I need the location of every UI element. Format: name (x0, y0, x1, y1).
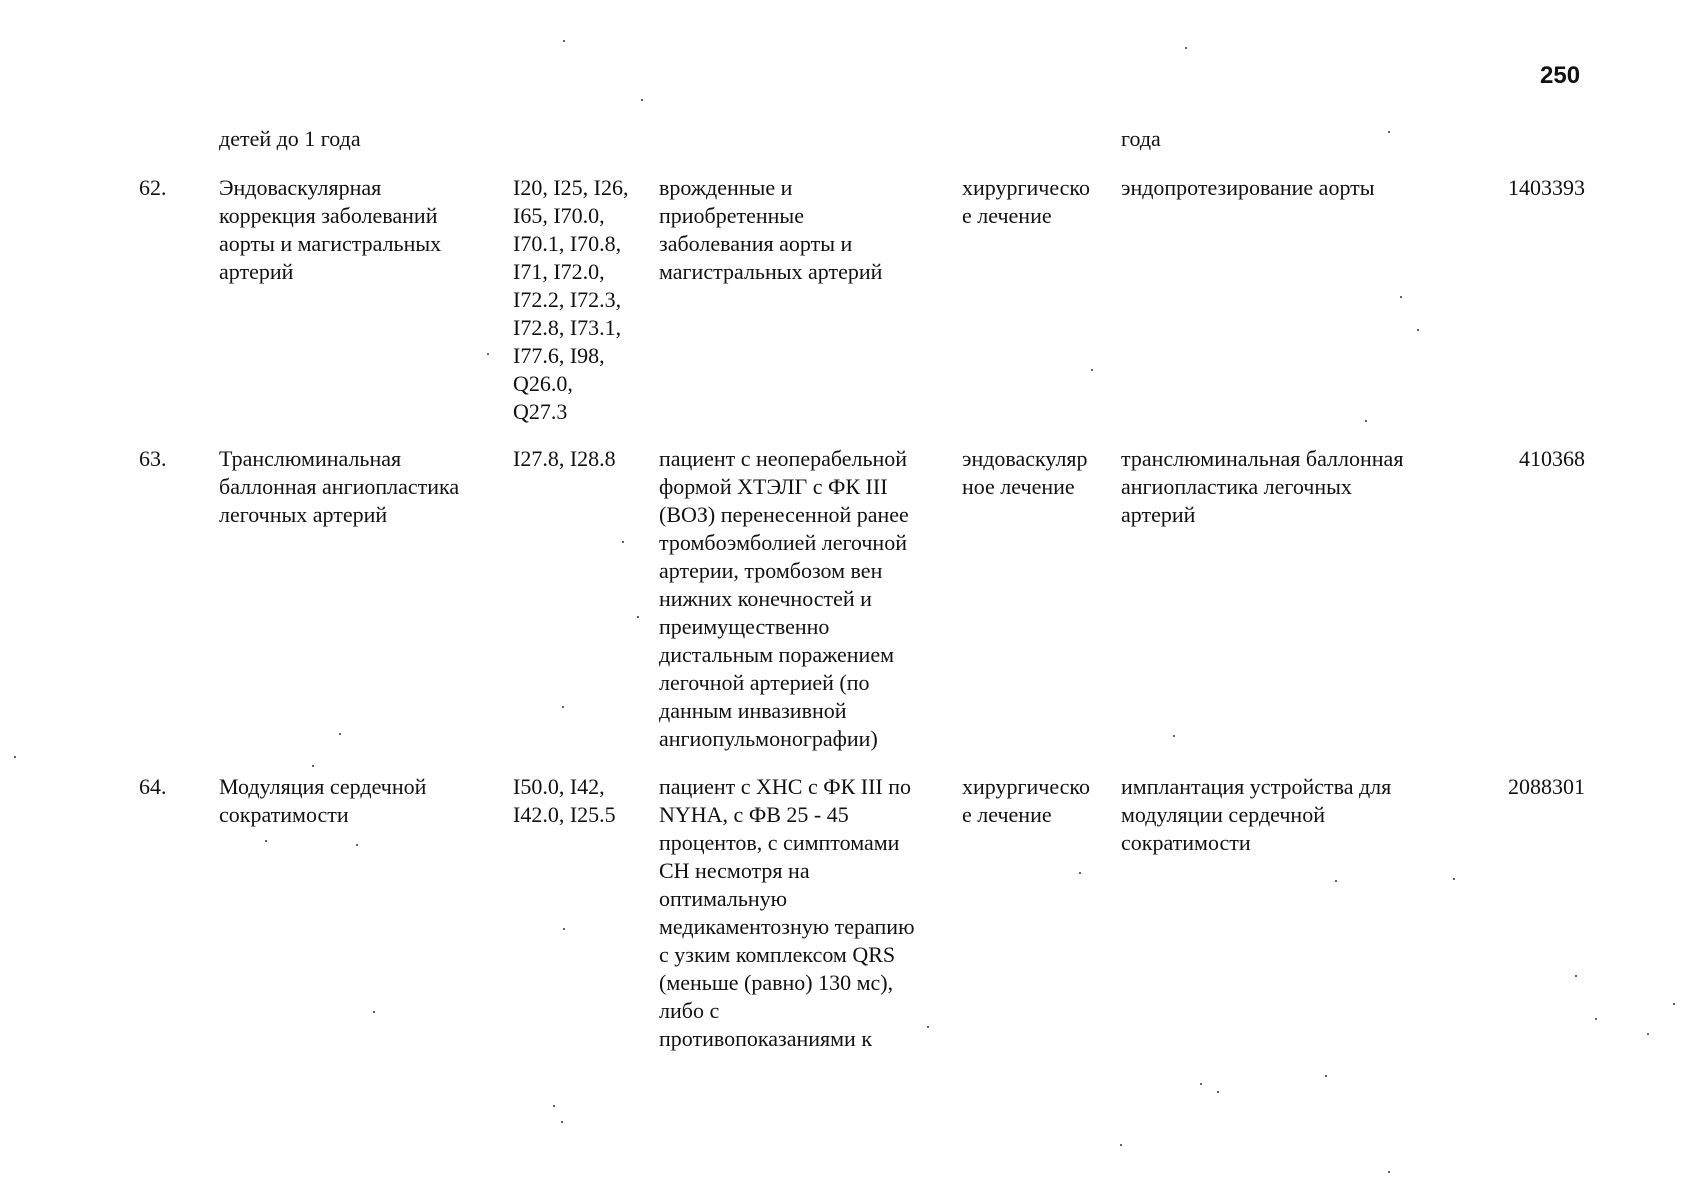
scan-speck (1217, 1091, 1219, 1093)
treatment-type: хирургическо е лечение (962, 175, 1090, 228)
cost-value: 1403393 (1508, 175, 1585, 200)
cost-value: 410368 (1519, 446, 1585, 471)
scan-speck (1079, 872, 1081, 874)
scan-speck (1091, 369, 1093, 371)
care-type-name: Модуляция сердечной сократимости (219, 774, 427, 827)
patient-model: пациент с ХНС с ФК III по NYHA, с ФВ 25 - 45 процентов, с симптомами СН несмотря на оптимальную медикаментозную терапию с узким комплексом QRS (меньше (равно) 130 мс), либо с противопоказаниями к (659, 774, 915, 1051)
scan-speck (265, 840, 267, 842)
scan-speck (1673, 1003, 1675, 1005)
patient-model: врожденные и приобретенные заболевания аорты и магистральных артерий (659, 175, 883, 284)
patient-model: пациент с неоперабельной формой ХТЭЛГ с ФК III (ВОЗ) перенесенной ранее тромбоэмболией легочной артерии, тромбозом вен нижних конечностей и преимущественно дистальным поражением легочной артерией (по данным инвазивной ангиопульмонографии) (659, 446, 909, 751)
scan-speck (637, 616, 639, 618)
scan-speck (1595, 1018, 1597, 1020)
scan-speck (1400, 296, 1402, 298)
scan-speck (563, 928, 565, 930)
scan-speck (553, 1105, 555, 1107)
scan-speck (487, 353, 489, 355)
treatment-method: имплантация устройства для модуляции сердечной сократимости (1121, 774, 1392, 855)
scan-speck (1325, 1075, 1327, 1077)
scan-speck (1417, 329, 1419, 331)
continued-name-text: детей до 1 года (219, 126, 361, 151)
row-number: 62. (139, 175, 167, 200)
scan-speck (562, 706, 564, 708)
icd-codes: I20, I25, I26, I65, I70.0, I70.1, I70.8, I71, I72.0, I72.2, I72.3, I72.8, I73.1, I77.6, I98, Q26.0, Q27.3 (513, 175, 629, 424)
icd-codes: I50.0, I42, I42.0, I25.5 (513, 774, 616, 827)
continued-method-text: года (1121, 126, 1161, 151)
treatment-method: эндопротезирование аорты (1121, 175, 1375, 200)
scan-speck (373, 1011, 375, 1013)
scan-speck (356, 844, 358, 846)
row-number: 64. (139, 774, 167, 799)
care-type-name: Транслюминальная баллонная ангиопластика легочных артерий (219, 446, 460, 527)
treatment-type: хирургическо е лечение (962, 774, 1090, 827)
scan-speck (1200, 1083, 1202, 1085)
care-type-name: Эндоваскулярная коррекция заболеваний аорты и магистральных артерий (219, 175, 442, 284)
scan-speck (1185, 47, 1187, 49)
scan-speck (563, 40, 565, 42)
scan-speck (561, 1121, 563, 1123)
scan-speck (1575, 975, 1577, 977)
row-number: 63. (139, 446, 167, 471)
treatment-type: эндоваскуляр ное лечение (962, 446, 1088, 499)
scan-speck (1647, 1033, 1649, 1035)
scan-speck (1335, 880, 1337, 882)
scan-speck (1388, 131, 1390, 133)
page-number: 250 (1540, 62, 1581, 89)
cost-value: 2088301 (1508, 774, 1585, 799)
scan-speck (1365, 420, 1367, 422)
scan-speck (312, 765, 314, 767)
scan-speck (641, 99, 643, 101)
scan-speck (1120, 1144, 1122, 1146)
scan-speck (1173, 735, 1175, 737)
scan-speck (622, 541, 624, 543)
scan-speck (1453, 878, 1455, 880)
scan-speck (927, 1026, 929, 1028)
scan-speck (14, 756, 16, 758)
scan-speck (339, 733, 341, 735)
treatment-method: транслюминальная баллонная ангиопластика легочных артерий (1121, 446, 1404, 527)
scan-speck (1388, 1171, 1390, 1173)
icd-codes: I27.8, I28.8 (513, 446, 616, 471)
